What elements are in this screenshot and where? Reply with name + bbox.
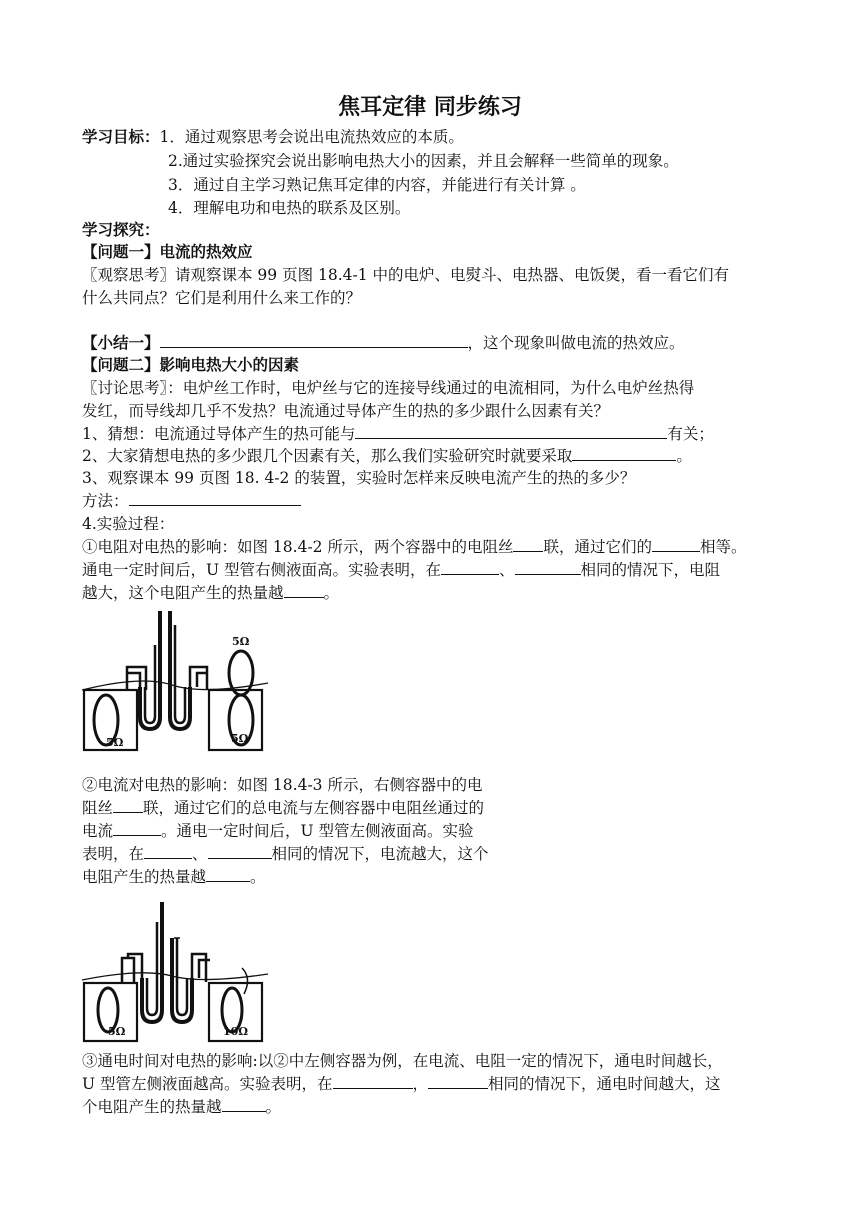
experiment-text: 联，通过它们的 (543, 538, 652, 556)
experiment-text: 通电一定时间后，U 型管右侧液面高。实验表明，在 (82, 561, 441, 579)
discuss-text: 〖讨论思考〗：电炉丝工作时，电炉丝与它的连接导线通过的电流相同，为什么电炉丝热得 (82, 379, 695, 397)
method-question-row (82, 445, 692, 467)
equal-quantity-blank[interactable] (652, 536, 700, 552)
experiment-text: 越大，这个电阻产生的热量越 (82, 584, 284, 602)
connection-blank[interactable] (513, 536, 543, 552)
process-label: 4.实验过程： (82, 515, 175, 533)
method-label: 方法： (82, 492, 129, 510)
summary-one-blank[interactable] (160, 332, 468, 348)
experiment-text: 。通电一定时间后，U 型管左侧液面高。实验 (161, 822, 474, 840)
resistor-label-left: 5Ω (106, 736, 124, 749)
experiment-text: U 型管左侧液面越高。实验表明，在 (82, 1075, 333, 1093)
experiment-text: 阻丝 (82, 799, 114, 817)
experiment-text: 表明，在 (82, 845, 145, 863)
experiment-two-row-5 (82, 866, 266, 888)
experiment-two-row-4 (82, 843, 489, 865)
method-question-text: 2、大家猜想电热的多少跟几个因素有关，那么我们实验研究时就要采取 (82, 447, 573, 465)
experiment-text: 相同的情况下，通电时间越大，这 (488, 1075, 721, 1093)
guess-tail: 有关； (667, 425, 714, 443)
right-tube (192, 954, 210, 982)
observe-text: 〖观察思考〗请观察课本 99 页图 18.4-1 中的电炉、电熨斗、电热器、电饭煲，看一看它们有 (82, 266, 730, 284)
u-tube-right-inner (175, 625, 185, 723)
question-one-heading: 【问题一】电流的热效应 (82, 243, 253, 261)
connection-blank-2[interactable] (113, 797, 143, 813)
observe-question: 3、观察课本 99 页图 18. 4-2 的装置，实验时怎样来反映电流产生的热的多少？ (82, 469, 636, 487)
condition-blank-5[interactable] (333, 1073, 413, 1089)
method-question-tail: 。 (676, 447, 692, 465)
experiment-two-text: ②电流对电热的影响：如图 18.4-3 所示，右侧容器中的电 (82, 776, 483, 794)
resistor-label-top: 5Ω (232, 635, 250, 648)
experiment-text: ①电阻对电热的影响：如图 18.4-2 所示，两个容器中的电阻丝 (82, 538, 514, 556)
objectives-label: 学习目标： (82, 128, 160, 146)
experiment-three-row-2 (82, 1073, 721, 1095)
left-tube (127, 667, 146, 690)
right-tube (190, 667, 207, 690)
experiment-text: 。 (265, 1098, 282, 1116)
condition-blank-2[interactable] (515, 559, 581, 575)
u-tube-left-inner (147, 922, 157, 1015)
summary-one-row (82, 332, 685, 354)
experiment-text: 相同的情况下，电阻 (580, 561, 721, 579)
u-tube-right (172, 938, 192, 1022)
heat-result-blank-3[interactable] (222, 1096, 266, 1112)
condition-blank-3[interactable] (144, 843, 192, 859)
guess-blank[interactable] (355, 423, 667, 439)
left-tube (122, 954, 142, 982)
experiment-text: 。 (323, 584, 340, 602)
experiment-three-row-3 (82, 1096, 281, 1118)
u-tube-left (142, 902, 162, 1022)
summary-one-tail: ，这个现象叫做电流的热效应。 (467, 334, 685, 352)
u-tube-right-inner (177, 938, 187, 1015)
condition-blank-4[interactable] (208, 843, 272, 859)
objective-item: 3．通过自主学习熟记焦耳定律的内容，并能进行有关计算 。 (168, 176, 586, 194)
heat-result-blank[interactable] (284, 582, 324, 598)
explore-label: 学习探究： (82, 221, 160, 239)
experiment-two-row-3 (82, 820, 474, 842)
method-row (82, 490, 301, 512)
experiment-text: 。 (250, 868, 266, 886)
resistor-label-left: 5Ω (108, 1025, 126, 1038)
experiment-text: 个电阻产生的热量越 (82, 1098, 222, 1116)
objective-item: 2.通过实验探究会说出影响电热大小的因素，并且会解释一些简单的现象。 (168, 152, 679, 170)
current-comparison-blank[interactable] (113, 820, 161, 836)
experiment-text: 、 (192, 845, 208, 863)
summary-one-label: 【小结一】 (82, 334, 160, 352)
apparatus-figure-2 (82, 898, 270, 1044)
resistor-label-right: 10Ω (223, 1025, 249, 1038)
guess-text: 1、猜想：电流通过导体产生的热可能与 (82, 425, 356, 443)
objectives-row-1 (82, 126, 464, 148)
page-title: 焦耳定律 同步练习 (338, 95, 522, 120)
method-blank[interactable] (129, 490, 301, 506)
resistor-label-right: 5Ω (231, 732, 249, 745)
question-two-heading: 【问题二】影响电热大小的因素 (82, 356, 300, 374)
experiment-text: 相等。 (699, 538, 747, 556)
experiment-one-row-1 (82, 536, 747, 558)
experiment-text: 电流 (82, 822, 114, 840)
experiment-text: 、 (499, 561, 515, 579)
condition-blank-1[interactable] (441, 559, 499, 575)
discuss-text: 发红，而导线却几乎不发热？电流通过导体产生的热的多少跟什么因素有关？ (82, 402, 610, 420)
wire-detail (174, 938, 248, 994)
experiment-text: 联，通过它们的总电流与左侧容器中电阻丝通过的 (143, 799, 485, 817)
experiment-one-row-3 (82, 582, 339, 604)
experiment-text: ， (412, 1075, 429, 1093)
objective-item: 4．理解电功和电热的联系及区别。 (168, 199, 411, 217)
u-tube-left (140, 611, 160, 729)
method-question-blank[interactable] (572, 445, 676, 461)
experiment-one-row-2 (82, 559, 720, 581)
u-tube-right (170, 611, 190, 729)
apparatus-figure-1 (82, 605, 270, 753)
experiment-text: 相同的情况下，电流越大，这个 (271, 845, 489, 863)
objective-item: 1．通过观察思考会说出电流热效应的本质。 (159, 128, 464, 146)
condition-blank-6[interactable] (428, 1073, 488, 1089)
experiment-three-text: ③通电时间对电热的影响:以②中左侧容器为例，在电流、电阻一定的情况下，通电时间越长， (82, 1052, 723, 1070)
wire (82, 973, 268, 980)
observe-text: 什么共同点？它们是利用什么来工作的？ (82, 289, 362, 307)
experiment-text: 电阻产生的热量越 (82, 868, 207, 886)
heat-result-blank-2[interactable] (206, 866, 250, 882)
experiment-two-row-2 (82, 797, 484, 819)
guess-row (82, 423, 714, 445)
